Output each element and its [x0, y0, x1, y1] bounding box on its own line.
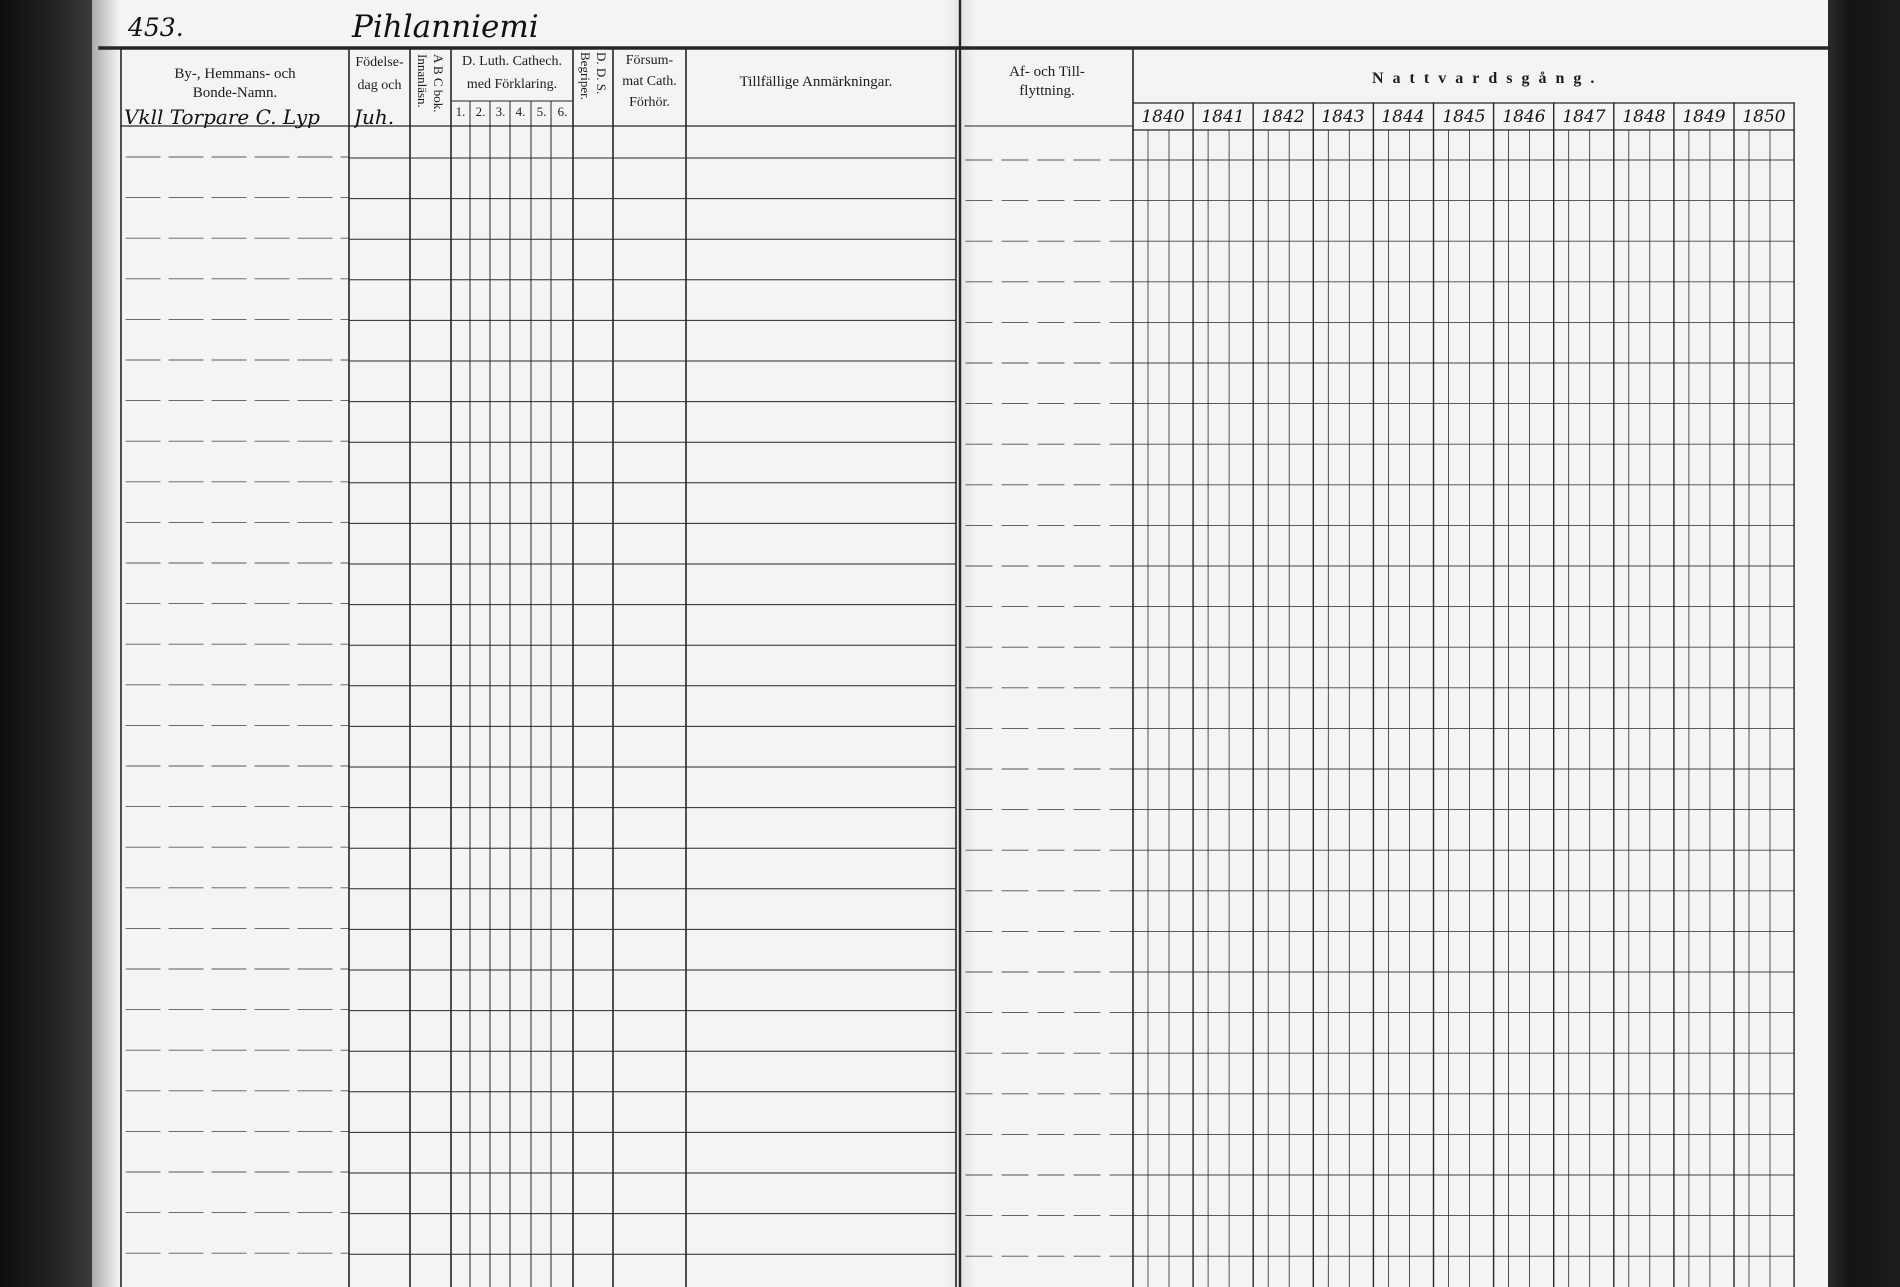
catechism-part-6: 6.: [557, 104, 568, 119]
header-birth-column: [349, 51, 410, 97]
header-name-line-1: By-, Hemmans- och: [174, 66, 296, 82]
header-moving-line-2: flyttning.: [1019, 83, 1075, 99]
catechism-part-3: 3.: [495, 104, 506, 119]
header-name-column: [121, 65, 349, 103]
header-missed-line-1: Försum-: [625, 53, 674, 68]
header-abc-line-1: A B C bok.: [431, 54, 446, 113]
communion-year-1842: 1842: [1261, 107, 1305, 127]
header-birth-line-2: dag och: [357, 78, 402, 93]
communion-year-1848: 1848: [1622, 107, 1666, 127]
communion-year-1841: 1841: [1201, 107, 1245, 127]
communion-year-1850: 1850: [1742, 107, 1786, 127]
header-abc-line-2: Innanläsn.: [415, 54, 430, 108]
communion-year-1844: 1844: [1381, 107, 1425, 127]
communion-year-1846: 1846: [1502, 107, 1546, 127]
header-missed-examination-column: [613, 50, 686, 113]
catechism-part-4: 4.: [515, 104, 526, 119]
village-name: Pihlanniemi: [352, 9, 539, 45]
catechism-part-1: 1.: [455, 104, 466, 119]
header-birth-line-1: Födelse-: [355, 55, 404, 70]
header-catechism-line-1: D. Luth. Cathech.: [462, 54, 562, 69]
header-understands-line-2: Begriper.: [578, 52, 593, 101]
header-name-line-2: Bonde-Namn.: [192, 85, 278, 101]
header-missed-line-2: mat Cath.: [622, 74, 677, 89]
header-moving-column: [961, 63, 1133, 101]
header-missed-line-3: Förhör.: [629, 95, 670, 110]
header-understands-column: [577, 52, 609, 118]
communion-year-1847: 1847: [1562, 107, 1606, 127]
communion-year-1843: 1843: [1321, 107, 1365, 127]
header-communion: Nattvardsgång.: [1372, 70, 1604, 87]
communion-year-1840: 1840: [1141, 107, 1185, 127]
catechism-part-2: 2.: [475, 104, 486, 119]
header-catechism-column: [451, 50, 573, 96]
communion-year-1845: 1845: [1442, 107, 1486, 127]
communion-year-1849: 1849: [1682, 107, 1726, 127]
header-catechism-line-2: med Förklaring.: [466, 77, 558, 92]
entry-name: Vkll Torpare C. Lyp: [124, 105, 320, 129]
page-number: 453.: [128, 13, 184, 42]
header-remarks: Tillfällige Anmärkningar.: [739, 74, 893, 90]
header-understands-line-1: D. D. S.: [594, 52, 609, 95]
catechism-part-5: 5.: [536, 104, 547, 119]
header-abc-reading-column: [414, 54, 446, 124]
header-moving-line-1: Af- och Till-: [1009, 64, 1085, 80]
entry-birth: Juh.: [354, 105, 395, 129]
